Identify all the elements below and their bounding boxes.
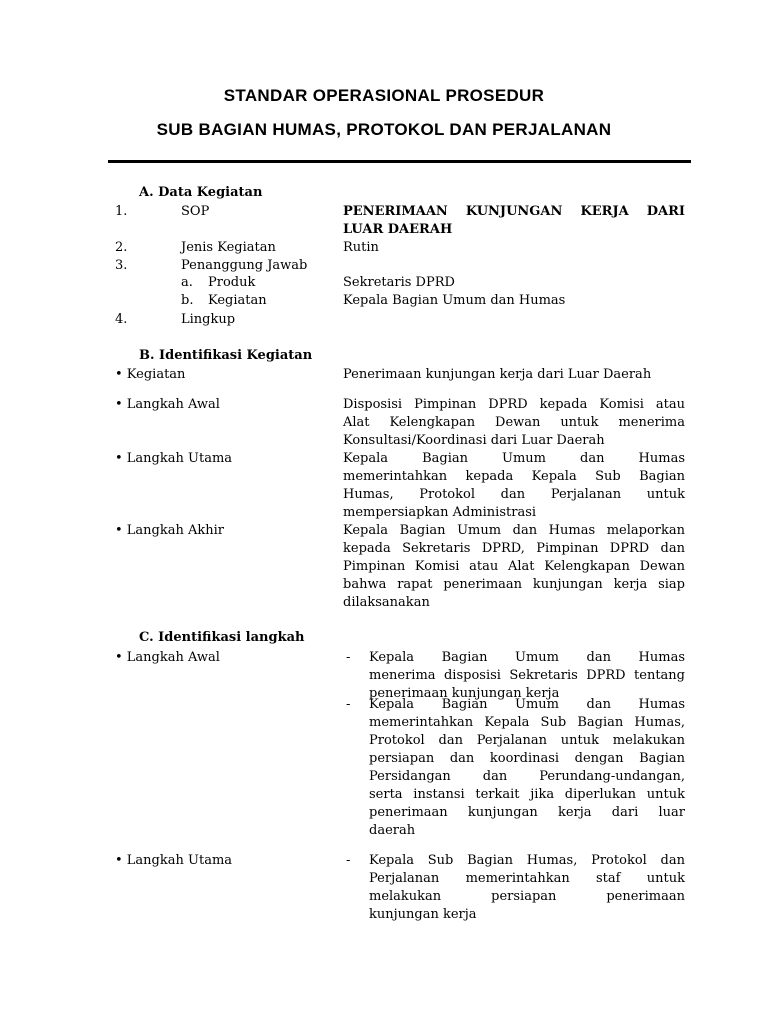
title-divider [108, 160, 691, 163]
item-label-langkah-awal: • Langkah Awal [115, 397, 220, 412]
text-line: bahwa rapat penerimaan kunjungan kerja siap [343, 577, 685, 592]
sub-row-letter: a. [181, 275, 193, 290]
section-b-heading: B. Identifikasi Kegiatan [139, 348, 313, 363]
text-line: Kepala Bagian Umum dan Humas [369, 697, 685, 712]
row-number: 1. [115, 204, 128, 219]
text-line: Penerimaan kunjungan kerja dari Luar Daerah [343, 367, 652, 382]
item-label-langkah-utama: • Langkah Utama [115, 451, 233, 466]
item-value-langkah-utama [343, 450, 685, 522]
row-label-jenis-kegiatan: Jenis Kegiatan [181, 240, 276, 255]
section-c-heading: C. Identifikasi langkah [139, 630, 305, 645]
text-line: Humas, Protokol dan Perjalanan untuk [343, 487, 685, 502]
step-text [369, 696, 685, 840]
row-label-penanggung-jawab: Penanggung Jawab [181, 258, 308, 273]
row-value-kegiatan: Kepala Bagian Umum dan Humas [343, 293, 566, 308]
text-line: kepada Sekretaris DPRD, Pimpinan DPRD dan [343, 541, 685, 556]
item-value-langkah-akhir [343, 522, 685, 612]
text-line: mempersiapkan Administrasi [343, 505, 537, 520]
row-label-kegiatan: Kegiatan [208, 293, 267, 308]
text-line: Protokol dan Perjalanan untuk melakukan [369, 733, 685, 748]
step-label-langkah-awal: • Langkah Awal [115, 650, 220, 665]
text-line: melakukan persiapan penerimaan [369, 889, 685, 904]
dash-bullet: - [346, 697, 351, 712]
step-text [369, 649, 685, 703]
text-line: Konsultasi/Koordinasi dari Luar Daerah [343, 433, 605, 448]
row-label-produk: Produk [208, 275, 256, 290]
row-number: 4. [115, 312, 128, 327]
item-value-langkah-awal [343, 396, 685, 450]
step-text [369, 852, 685, 924]
document-subtitle: SUB BAGIAN HUMAS, PROTOKOL DAN PERJALANAN [156, 120, 612, 139]
sop-title-line: PENERIMAAN KUNJUNGAN KERJA DARI [343, 204, 685, 219]
text-line: Pimpinan Komisi atau Alat Kelengkapan Dewan [343, 559, 685, 574]
row-value-jenis-kegiatan: Rutin [343, 240, 379, 255]
text-line: Perjalanan memerintahkan staf untuk [369, 871, 685, 886]
row-label-lingkup: Lingkup [181, 312, 236, 327]
document-title: STANDAR OPERASIONAL PROSEDUR [223, 86, 545, 105]
row-number: 2. [115, 240, 128, 255]
step-label-langkah-utama: • Langkah Utama [115, 853, 233, 868]
text-line: daerah [369, 823, 416, 838]
text-line: memerintahkan kepada Kepala Sub Bagian [343, 469, 685, 484]
text-line: memerintahkan Kepala Sub Bagian Humas, [369, 715, 685, 730]
text-line: Kepala Bagian Umum dan Humas melaporkan [343, 523, 685, 538]
text-line: serta instansi terkait jika diperlukan untuk [369, 787, 685, 802]
text-line: penerimaan kunjungan kerja dari luar [369, 805, 685, 820]
text-line: Kepala Bagian Umum dan Humas [343, 451, 685, 466]
item-value-kegiatan [343, 366, 685, 384]
item-label-kegiatan: • Kegiatan [115, 367, 186, 382]
text-line: Alat Kelengkapan Dewan untuk menerima [343, 415, 685, 430]
text-line: dilaksanakan [343, 595, 430, 610]
sop-title-value [343, 203, 685, 239]
sop-title-line: LUAR DAERAH [343, 222, 453, 237]
row-value-produk: Sekretaris DPRD [343, 275, 455, 290]
text-line: penerimaan kunjungan kerja [369, 686, 560, 701]
row-number: 3. [115, 258, 128, 273]
text-line: Kepala Bagian Umum dan Humas [369, 650, 685, 665]
sub-row-letter: b. [181, 293, 194, 308]
text-line: menerima disposisi Sekretaris DPRD tentang [369, 668, 685, 683]
section-a-heading: A. Data Kegiatan [139, 185, 263, 200]
text-line: Disposisi Pimpinan DPRD kepada Komisi atau [343, 397, 685, 412]
row-label-sop: SOP [181, 204, 210, 219]
text-line: persiapan dan koordinasi dengan Bagian [369, 751, 685, 766]
text-line: Persidangan dan Perundang-undangan, [369, 769, 685, 784]
text-line: kunjungan kerja [369, 907, 477, 922]
item-label-langkah-akhir: • Langkah Akhir [115, 523, 225, 538]
dash-bullet: - [346, 650, 351, 665]
text-line: Kepala Sub Bagian Humas, Protokol dan [369, 853, 685, 868]
dash-bullet: - [346, 853, 351, 868]
